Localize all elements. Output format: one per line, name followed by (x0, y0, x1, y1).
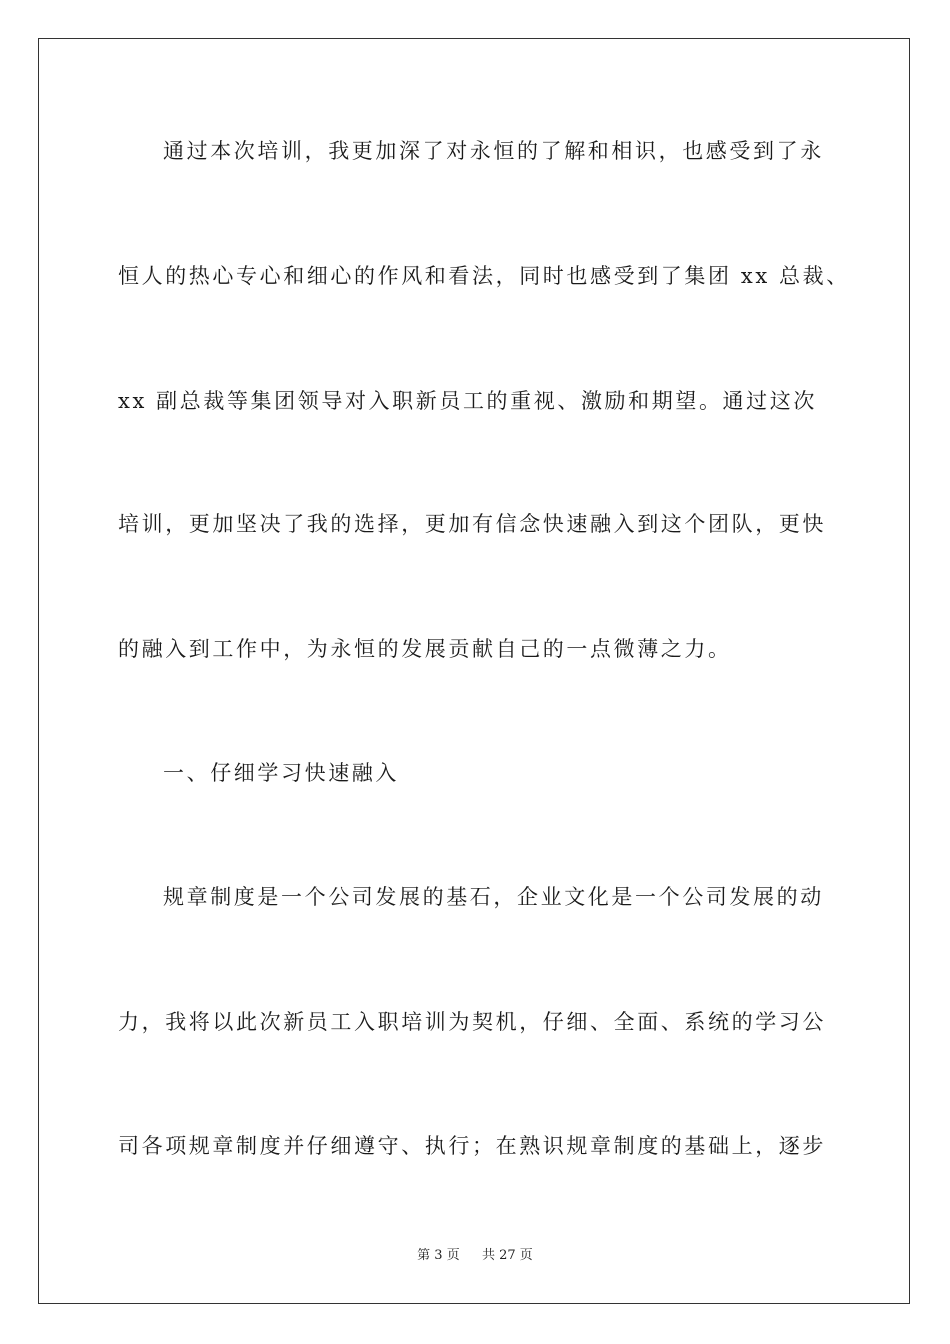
paragraph-line: 规章制度是一个公司发展的基石，企业文化是一个公司发展的动 (163, 885, 824, 909)
page-total: 共 27 页 (482, 1248, 533, 1263)
paragraph-line: 恒人的热心专心和细心的作风和看法，同时也感受到了集团 xx 总裁、 (118, 264, 850, 288)
section-heading: 一、仔细学习快速融入 (163, 761, 399, 785)
paragraph-line: 司各项规章制度并仔细遵守、执行；在熟识规章制度的基础上，逐步 (118, 1134, 826, 1158)
page-number: 第 3 页 (417, 1248, 460, 1263)
page-footer (0, 1247, 950, 1265)
paragraph-line: 力，我将以此次新员工入职培训为契机，仔细、全面、系统的学习公 (118, 1010, 826, 1034)
paragraph-line: 的融入到工作中，为永恒的发展贡献自己的一点微薄之力。 (118, 637, 732, 661)
paragraph-line: 通过本次培训，我更加深了对永恒的了解和相识，也感受到了永 (163, 139, 824, 163)
page-frame (38, 38, 910, 1304)
paragraph-line: xx 副总裁等集团领导对入职新员工的重视、激励和期望。通过这次 (118, 389, 817, 413)
paragraph-line: 培训，更加坚决了我的选择，更加有信念快速融入到这个团队，更快 (118, 512, 826, 536)
